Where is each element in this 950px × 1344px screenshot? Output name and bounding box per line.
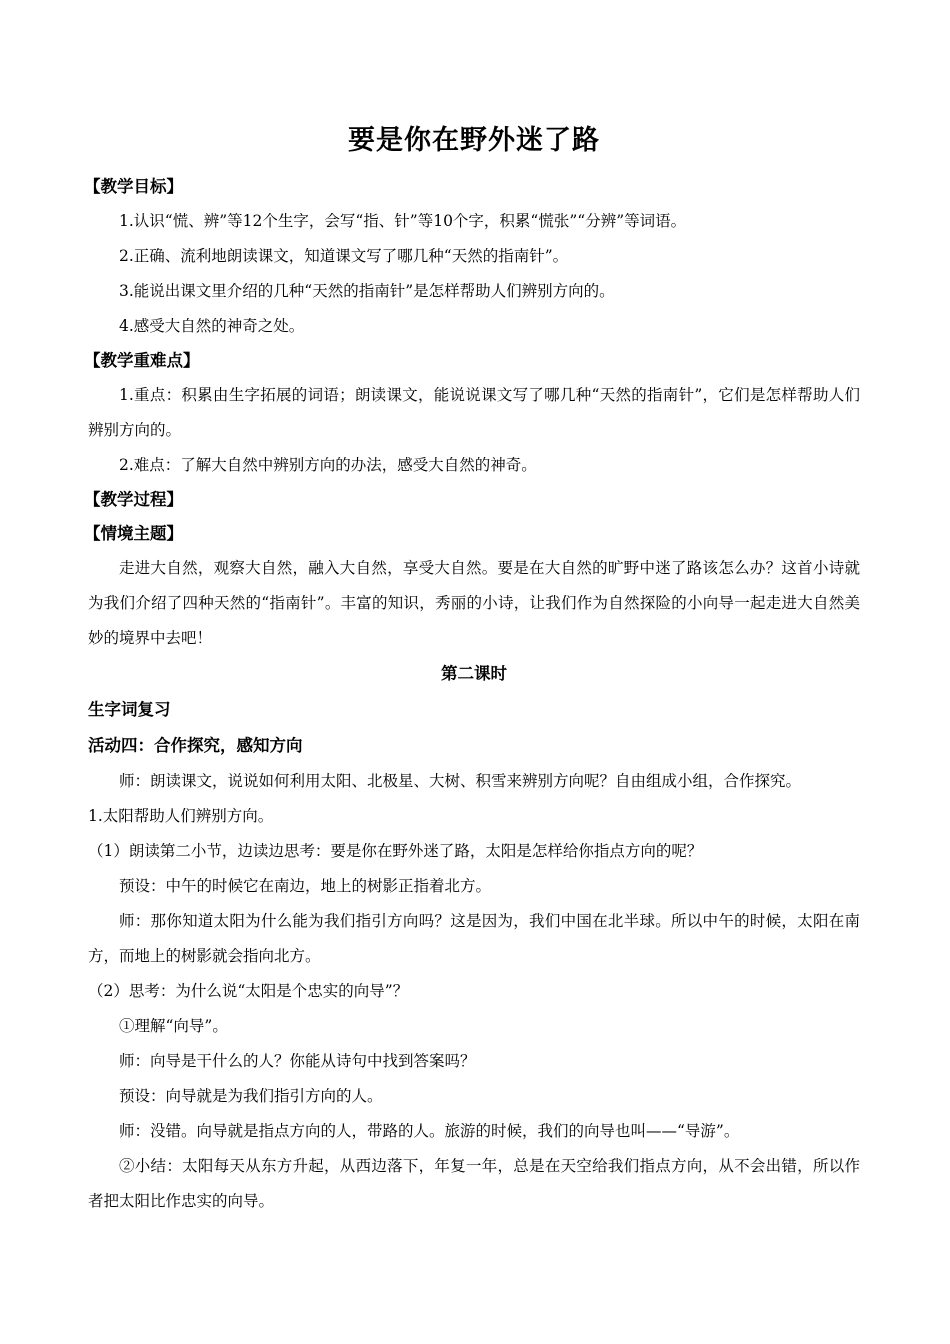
key-point-item: 1.重点：积累由生字拓展的词语；朗读课文，能说说课文写了哪几种“天然的指南针”，它们是怎样帮助人们辨别方向的。 xyxy=(88,386,860,439)
teacher-question: 师：向导是干什么的人？你能从诗句中找到答案吗？ xyxy=(119,1052,476,1070)
step-one: （1）朗读第二小节，边读边思考：要是你在野外迷了路，太阳是怎样给你指点方向的呢？ xyxy=(88,842,703,860)
document-title: 要是你在野外迷了路 xyxy=(348,125,600,156)
goal-item: 3.能说出课文里介绍的几种“天然的指南针”是怎样帮助人们辨别方向的。 xyxy=(119,282,615,300)
lesson-subtitle: 第二课时 xyxy=(441,664,507,683)
activity-heading: 活动四：合作探究，感知方向 xyxy=(88,736,303,755)
document-page xyxy=(84,118,860,1219)
teacher-intro: 师：朗读课文，说说如何利用太阳、北极星、大树、积雪来辨别方向呢？自由组成小组，合作探究。 xyxy=(119,772,802,790)
teacher-explanation: 师：没错。向导就是指点方向的人，带路的人。旅游的时候，我们的向导也叫——“导游”。 xyxy=(119,1122,740,1140)
key-points-heading: 【教学重难点】 xyxy=(84,351,200,370)
sub-point: ①理解“向导”。 xyxy=(119,1017,228,1035)
situation-theme-text: 走进大自然，观察大自然，融入大自然，享受大自然。要是在大自然的旷野中迷了路该怎么办？这首小诗就为我们介绍了四种天然的“指南针”。丰富的知识，秀丽的小诗，让我们作为自然探险的小向导一起走进大自然美妙的境界中去吧！ xyxy=(88,559,860,647)
preset-answer: 预设：中午的时候它在南边，地上的树影正指着北方。 xyxy=(119,877,492,895)
step-two: （2）思考：为什么说“太阳是个忠实的向导”？ xyxy=(88,982,409,1000)
teaching-goals-heading: 【教学目标】 xyxy=(84,177,183,196)
preset-answer: 预设：向导就是为我们指引方向的人。 xyxy=(119,1087,383,1105)
goal-item: 2.正确、流利地朗读课文，知道课文写了哪几种“天然的指南针”。 xyxy=(119,247,569,265)
teacher-explanation: 师：那你知道太阳为什么能为我们指引方向吗？这是因为，我们中国在北半球。所以中午的时候，太阳在南方，而地上的树影就会指向北方。 xyxy=(88,912,860,965)
key-point-item: 2.难点：了解大自然中辨别方向的办法，感受大自然的神奇。 xyxy=(119,456,537,474)
vocabulary-review-heading: 生字词复习 xyxy=(88,700,171,719)
goal-item: 4.感受大自然的神奇之处。 xyxy=(119,317,305,335)
teaching-process-heading: 【教学过程】 xyxy=(84,490,183,509)
point-sun: 1.太阳帮助人们辨别方向。 xyxy=(88,807,274,825)
summary: ②小结：太阳每天从东方升起，从西边落下，年复一年，总是在天空给我们指点方向，从不会出错，所以作者把太阳比作忠实的向导。 xyxy=(88,1157,860,1210)
situation-theme-heading: 【情境主题】 xyxy=(84,524,183,543)
goal-item: 1.认识“慌、辨”等12个生字，会写“指、针”等10个字，积累“慌张”“分辨”等词语。 xyxy=(119,212,687,230)
